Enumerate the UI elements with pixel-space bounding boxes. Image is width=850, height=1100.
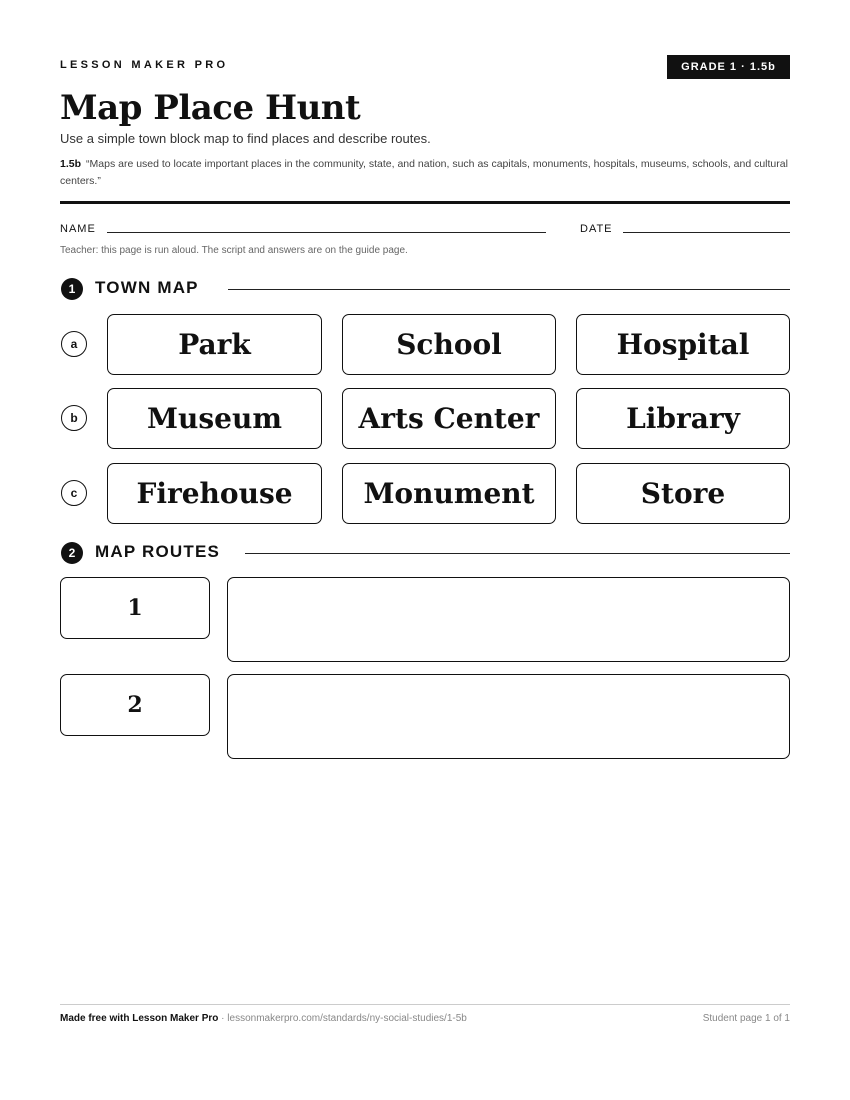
section-1-number: 1: [61, 278, 83, 300]
name-label: NAME: [60, 223, 96, 235]
section-2-title: MAP ROUTES: [95, 542, 221, 561]
route-answer-box[interactable]: [227, 577, 790, 662]
route-number-2: 2: [60, 674, 210, 736]
grade-badge: GRADE 1 · 1.5b: [667, 55, 790, 79]
place-card[interactable]: Store: [576, 463, 790, 524]
row-letter-a: a: [61, 331, 87, 357]
place-card[interactable]: Library: [576, 388, 790, 449]
place-card[interactable]: Museum: [107, 388, 322, 449]
standard-code: 1.5b: [60, 158, 82, 170]
header-divider: [60, 201, 790, 204]
footer-divider: [60, 1004, 790, 1005]
section-2-number: 2: [61, 542, 83, 564]
section-2-rule: [245, 553, 790, 554]
row-letter-c: c: [61, 480, 87, 506]
footer-page-number: Student page 1 of 1: [702, 1013, 790, 1024]
brand-name: LESSON MAKER PRO: [60, 59, 229, 71]
place-card[interactable]: Park: [107, 314, 322, 375]
footer-made-with: Made free with Lesson Maker Pro: [60, 1013, 219, 1024]
place-card[interactable]: Arts Center: [342, 388, 556, 449]
place-card[interactable]: Hospital: [576, 314, 790, 375]
place-card[interactable]: Monument: [342, 463, 556, 524]
place-card[interactable]: School: [342, 314, 556, 375]
standard-text: “Maps are used to locate important places in the community, state, and nation, such as capitals, monuments, hospitals, museums, schools, and cultural centers.”: [60, 158, 788, 187]
footer-separator: ·: [218, 1013, 228, 1024]
date-line[interactable]: [623, 232, 790, 233]
section-1-title: TOWN MAP: [95, 278, 199, 297]
route-answer-box[interactable]: [227, 674, 790, 759]
footer-credit: [60, 1013, 467, 1024]
name-line[interactable]: [107, 232, 546, 233]
standard-description: [60, 156, 795, 190]
row-letter-b: b: [61, 405, 87, 431]
teacher-note: Teacher: this page is run aloud. The script and answers are on the guide page.: [60, 245, 408, 256]
date-label: DATE: [580, 223, 613, 235]
page-title: Map Place Hunt: [60, 88, 361, 128]
section-1-rule: [228, 289, 790, 290]
place-card[interactable]: Firehouse: [107, 463, 322, 524]
route-number-1: 1: [60, 577, 210, 639]
page-subtitle: Use a simple town block map to find places and describe routes.: [60, 131, 431, 146]
footer-url[interactable]: lessonmakerpro.com/standards/ny-social-studies/1-5b: [227, 1013, 467, 1024]
